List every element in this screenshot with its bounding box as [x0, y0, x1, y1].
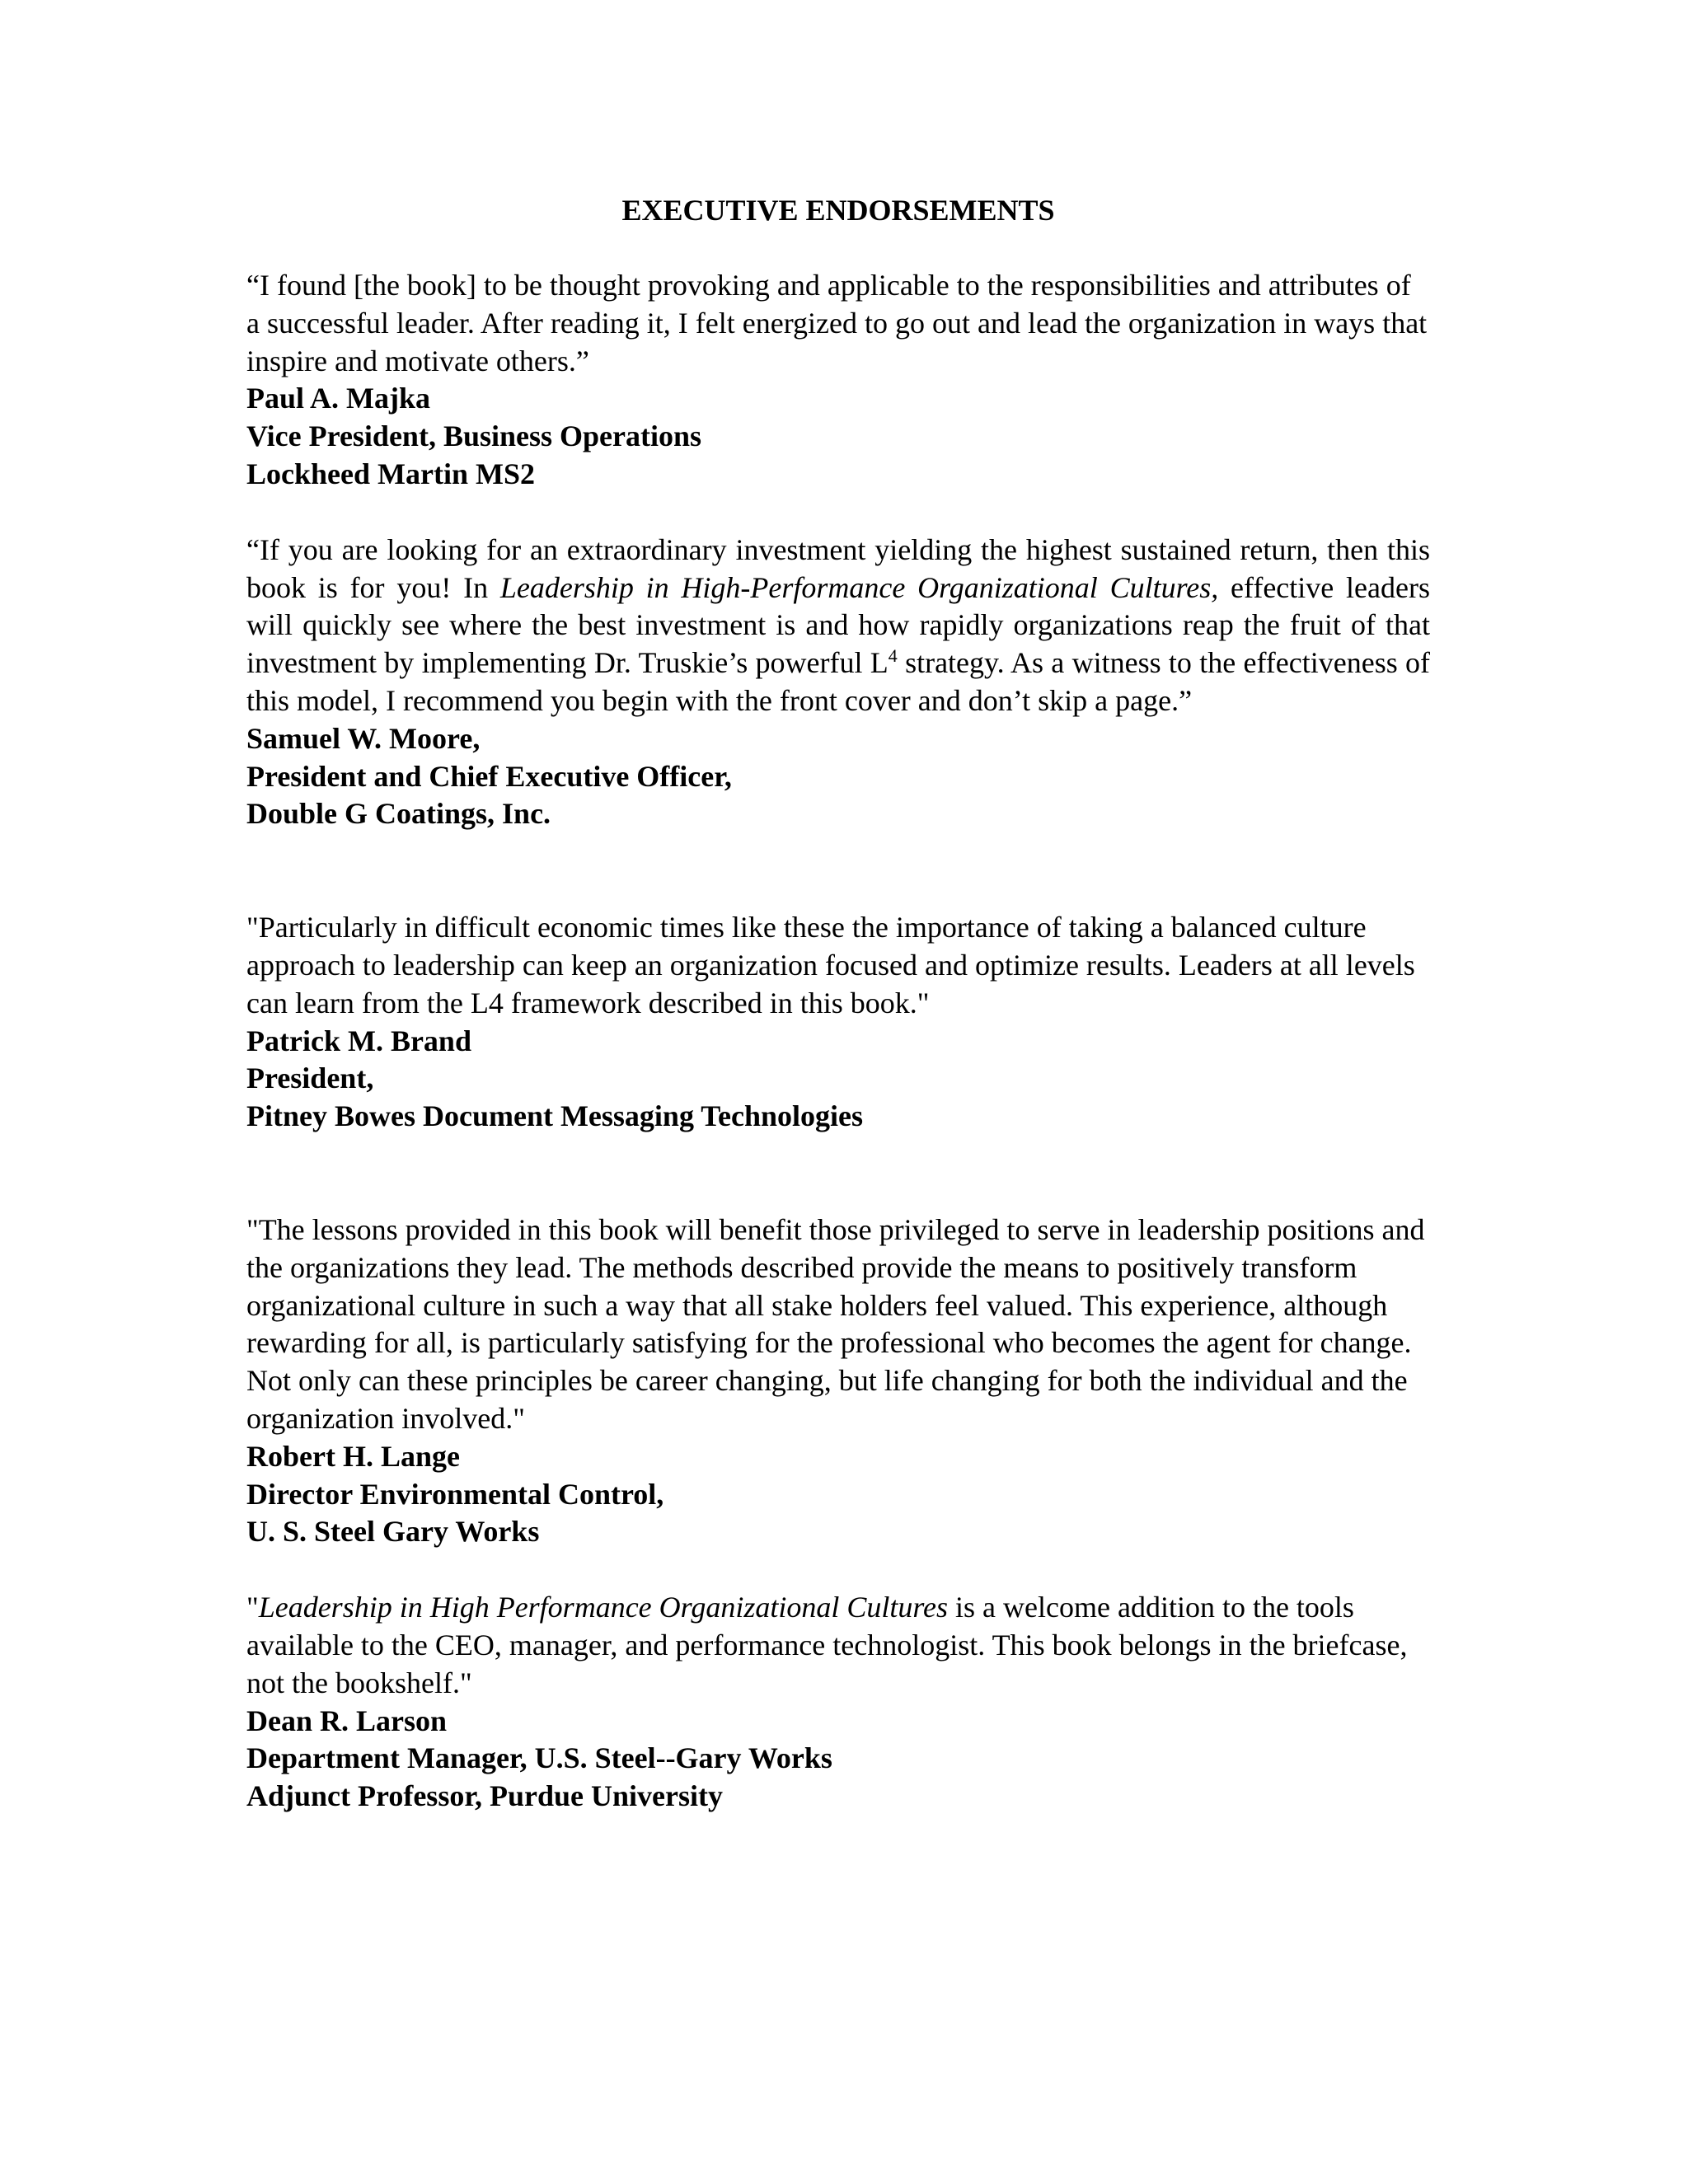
spacer: [246, 1136, 1430, 1212]
endorser-organization: Adjunct Professor, Purdue University: [246, 1779, 723, 1813]
endorser-name: Robert H. Lange: [246, 1439, 460, 1473]
page-title: EXECUTIVE ENDORSEMENTS: [621, 194, 1055, 227]
spacer: [246, 833, 1430, 909]
endorser-organization: Lockheed Martin MS2: [246, 457, 535, 490]
book-title: Leadership in High Performance Organizational Cultures: [258, 1591, 949, 1624]
endorser-name: Paul A. Majka: [246, 382, 431, 415]
endorser-organization: Pitney Bowes Document Messaging Technologies: [246, 1099, 864, 1133]
endorser-title: President and Chief Executive Officer,: [246, 759, 732, 793]
endorser-name: Dean R. Larson: [246, 1704, 448, 1737]
quote-text: “If you are looking for an extraordinary investment yielding the highest sustained return, then this book is for you! In: [246, 532, 1430, 604]
quote-text: ": [246, 1591, 259, 1624]
spacer: [246, 494, 1430, 532]
endorser-organization: U. S. Steel Gary Works: [246, 1515, 540, 1549]
endorser-title: Department Manager, U.S. Steel--Gary Works: [246, 1741, 832, 1775]
superscript: 4: [888, 645, 898, 667]
endorser-name: Patrick M. Brand: [246, 1024, 471, 1057]
book-title: Leadership in High-Performance Organizational Cultures,: [499, 570, 1219, 604]
endorsement-moore: [246, 532, 1430, 833]
endorsement-lange: [246, 1212, 1430, 1551]
endorsement-quote: [246, 1589, 1430, 1702]
quote-text: strategy. As a witness to the effectiveness of this model, I recommend you begin with the front cover and don’t skip a page.”: [246, 646, 1431, 717]
endorser-title: President,: [246, 1062, 374, 1095]
endorsement-quote: "The lessons provided in this book will benefit those privileged to serve in leadership positions and the organizations they lead. The methods described provide the means to positively transform organizational culture in such a way that all stake holders feel valued. This experience, although rewarding for all, is particularly satisfying for the professional who becomes the agent for change. Not only can these principles be career changing, but life changing for both the individual and the organization involved.": [246, 1212, 1425, 1435]
endorsement-quote: "Particularly in difficult economic times like these the importance of taking a balanced culture approach to leadership can keep an organization focused and optimize results. Leaders at all levels can learn from the L4 framework described in this book.": [246, 911, 1415, 1019]
endorsement-quote: [246, 532, 1430, 720]
endorser-name: Samuel W. Moore,: [246, 721, 481, 755]
spacer: [246, 1551, 1430, 1589]
endorser-title: Director Environmental Control,: [246, 1477, 664, 1511]
endorsement-majka: [246, 267, 1430, 494]
endorsement-quote: “I found [the book] to be thought provoking and applicable to the responsibilities and attributes of a successful leader. After reading it, I felt energized to go out and lead the organization in ways that inspire and motivate others.”: [246, 269, 1428, 377]
endorser-title: Vice President, Business Operations: [246, 419, 702, 453]
endorsement-larson: [246, 1589, 1430, 1816]
quote-text: is a welcome addition to the tools available to the CEO, manager, and performance technologist. This book belongs in the briefcase, not the bookshelf.": [246, 1591, 1408, 1699]
quote-text: effective leaders will quickly see where the best investment is and how rapidly organizations reap the fruit of that investment by implementing Dr. Truskie’s powerful L: [246, 570, 1430, 680]
page-content: [246, 191, 1430, 1816]
endorsement-brand: [246, 909, 1430, 1136]
endorser-organization: Double G Coatings, Inc.: [246, 797, 551, 831]
